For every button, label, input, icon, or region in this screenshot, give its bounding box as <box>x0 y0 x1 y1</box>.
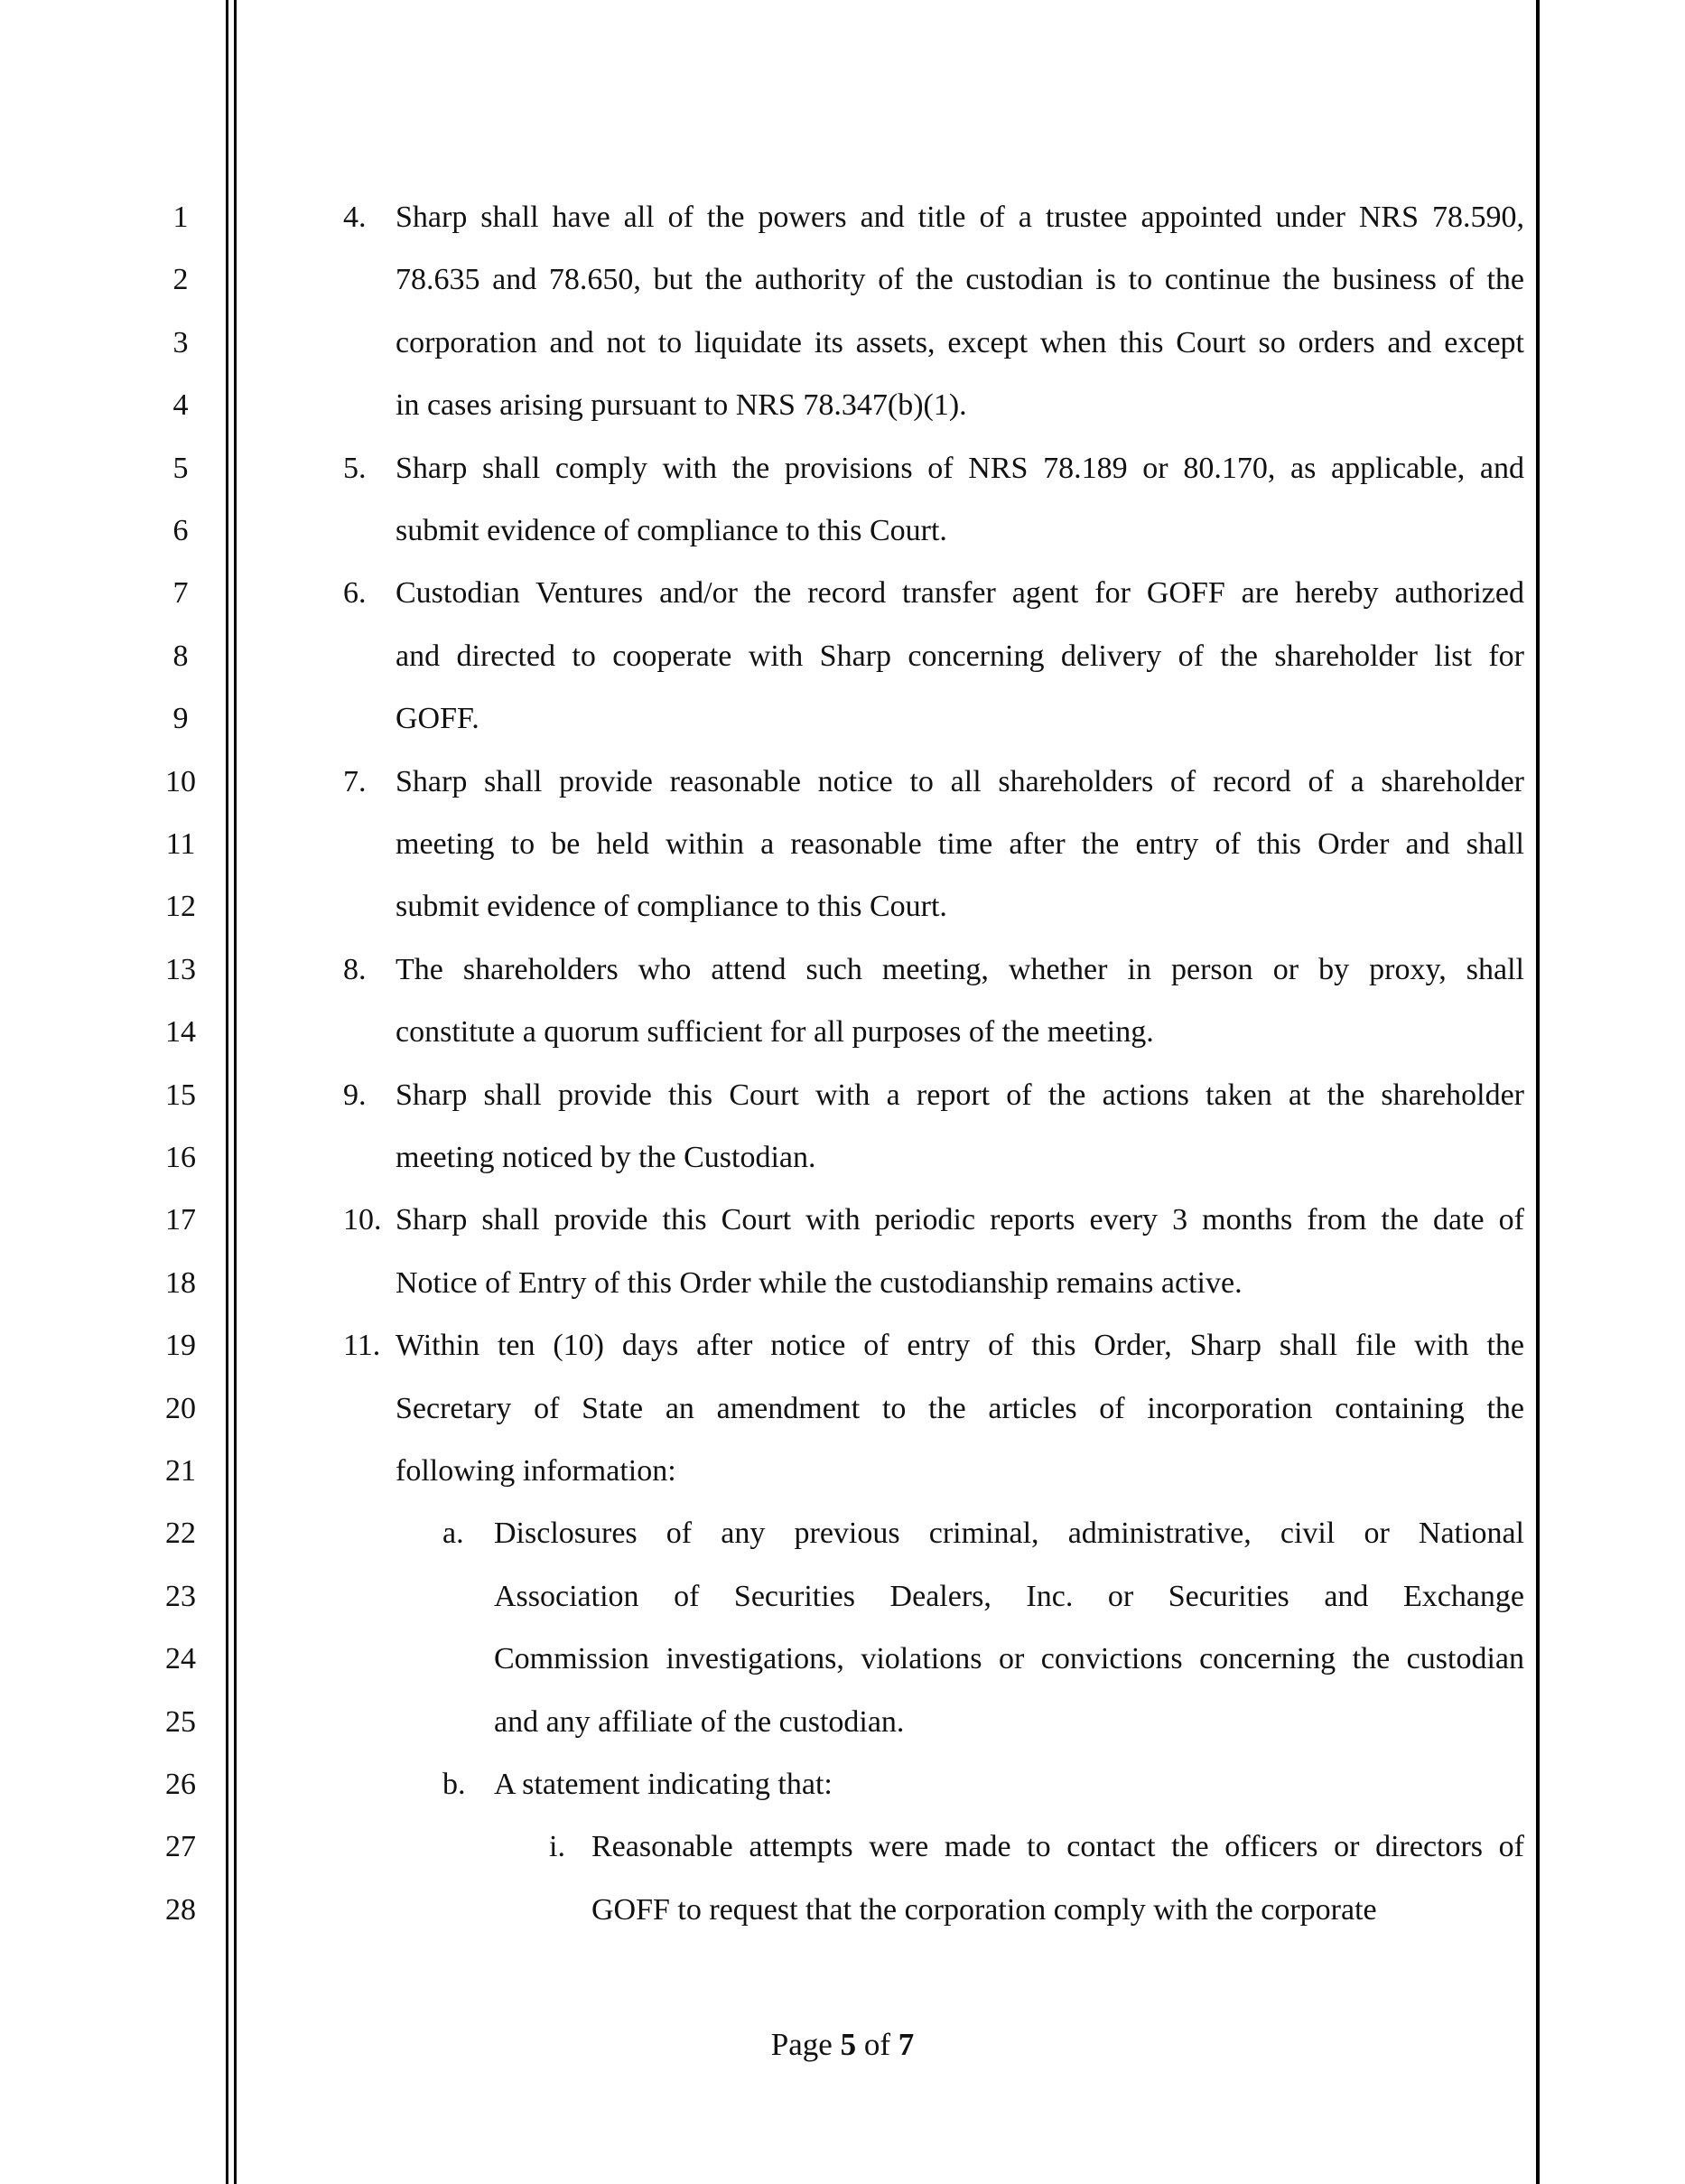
line-number: 5 <box>172 451 189 485</box>
line-number: 19 <box>165 1329 196 1363</box>
text-line: following information: <box>396 1454 676 1488</box>
text-line: 78.635 and 78.650, but the authority of the custodian is to continue the business of the <box>396 263 1524 297</box>
line-number: 7 <box>172 576 189 611</box>
list-item-number: 7. <box>343 764 367 798</box>
right-margin-rule <box>1536 0 1540 2184</box>
line-number: 26 <box>165 1768 196 1801</box>
line-number: 6 <box>172 514 189 547</box>
list-item-number: 8. <box>343 952 367 986</box>
text-line: meeting to be held within a reasonable time after the entry of this Order and shall <box>396 827 1524 861</box>
text-line: corporation and not to liquidate its assets, except when this Court so orders and except <box>396 325 1524 359</box>
list-item-number: i. <box>549 1830 565 1864</box>
line-number: 9 <box>172 702 189 736</box>
line-number: 14 <box>165 1015 196 1050</box>
text-line: Disclosures of any previous criminal, administrative, civil or National <box>494 1517 1524 1551</box>
line-number: 18 <box>165 1265 196 1300</box>
line-number: 8 <box>172 639 189 673</box>
text-line: A statement indicating that: <box>494 1768 833 1801</box>
left-margin-rule-inner <box>234 0 237 2184</box>
list-item-number: 10. <box>343 1203 382 1237</box>
text-line: GOFF. <box>396 702 479 736</box>
left-margin-rule-outer <box>226 0 228 2184</box>
text-line: in cases arising pursuant to NRS 78.347(b)(1). <box>396 388 967 423</box>
line-number: 4 <box>172 388 189 423</box>
line-number: 17 <box>165 1203 196 1237</box>
footer-prefix: Page <box>770 2027 841 2062</box>
line-number: 13 <box>165 952 196 986</box>
text-line: and directed to cooperate with Sharp concerning delivery of the shareholder list for <box>396 639 1524 673</box>
line-number: 15 <box>165 1078 196 1112</box>
line-number: 12 <box>165 890 196 924</box>
text-line: Commission investigations, violations or convictions concerning the custodian <box>494 1642 1524 1676</box>
list-item-number: 6. <box>343 576 367 611</box>
list-item-number: b. <box>442 1768 466 1801</box>
text-line: Sharp shall have all of the powers and title of a trustee appointed under NRS 78.590, <box>396 201 1524 234</box>
list-item-number: 11. <box>343 1329 381 1363</box>
text-line: Sharp shall comply with the provisions of NRS 78.189 or 80.170, as applicable, and <box>396 451 1524 485</box>
line-number: 16 <box>165 1141 196 1174</box>
text-line: Custodian Ventures and/or the record transfer agent for GOFF are hereby authorized <box>396 576 1524 611</box>
list-item-number: 5. <box>343 451 367 485</box>
line-number: 27 <box>165 1830 196 1864</box>
line-number: 21 <box>165 1454 196 1488</box>
text-line: submit evidence of compliance to this Court. <box>396 514 947 547</box>
list-item-number: 4. <box>343 201 367 234</box>
text-line: Secretary of State an amendment to the articles of incorporation containing the <box>396 1391 1524 1425</box>
line-number: 25 <box>165 1704 196 1739</box>
page-footer <box>0 2026 1685 2064</box>
text-line: constitute a quorum sufficient for all purposes of the meeting. <box>396 1015 1154 1050</box>
text-line: Reasonable attempts were made to contact the officers or directors of <box>591 1830 1524 1864</box>
line-number: 22 <box>165 1517 196 1551</box>
text-line: Association of Securities Dealers, Inc. or Securities and Exchange <box>494 1579 1524 1613</box>
line-number: 20 <box>165 1391 196 1425</box>
text-line: Within ten (10) days after notice of entry of this Order, Sharp shall file with the <box>396 1329 1524 1363</box>
line-number: 11 <box>165 827 196 861</box>
footer-page-number: 5 <box>840 2027 857 2062</box>
line-number: 10 <box>165 764 196 798</box>
text-line: GOFF to request that the corporation comply with the corporate <box>591 1892 1377 1927</box>
line-number: 3 <box>172 325 189 359</box>
line-number: 24 <box>165 1642 196 1676</box>
line-number: 23 <box>165 1579 196 1613</box>
footer-page-total: 7 <box>898 2027 915 2062</box>
text-line: submit evidence of compliance to this Court. <box>396 890 947 924</box>
line-number: 2 <box>172 263 189 297</box>
line-number: 28 <box>165 1892 196 1927</box>
list-item-number: a. <box>442 1517 464 1551</box>
text-line: and any affiliate of the custodian. <box>494 1704 905 1739</box>
text-line: Sharp shall provide this Court with a report of the actions taken at the shareholder <box>396 1078 1524 1112</box>
list-item-number: 9. <box>343 1078 367 1112</box>
text-line: meeting noticed by the Custodian. <box>396 1141 816 1174</box>
text-line: Sharp shall provide reasonable notice to all shareholders of record of a shareholder <box>396 764 1524 798</box>
footer-middle: of <box>856 2027 898 2062</box>
text-line: The shareholders who attend such meeting, whether in person or by proxy, shall <box>396 952 1524 986</box>
text-line: Notice of Entry of this Order while the custodianship remains active. <box>396 1265 1243 1300</box>
line-number: 1 <box>172 201 189 234</box>
text-line: Sharp shall provide this Court with periodic reports every 3 months from the date of <box>396 1203 1524 1237</box>
